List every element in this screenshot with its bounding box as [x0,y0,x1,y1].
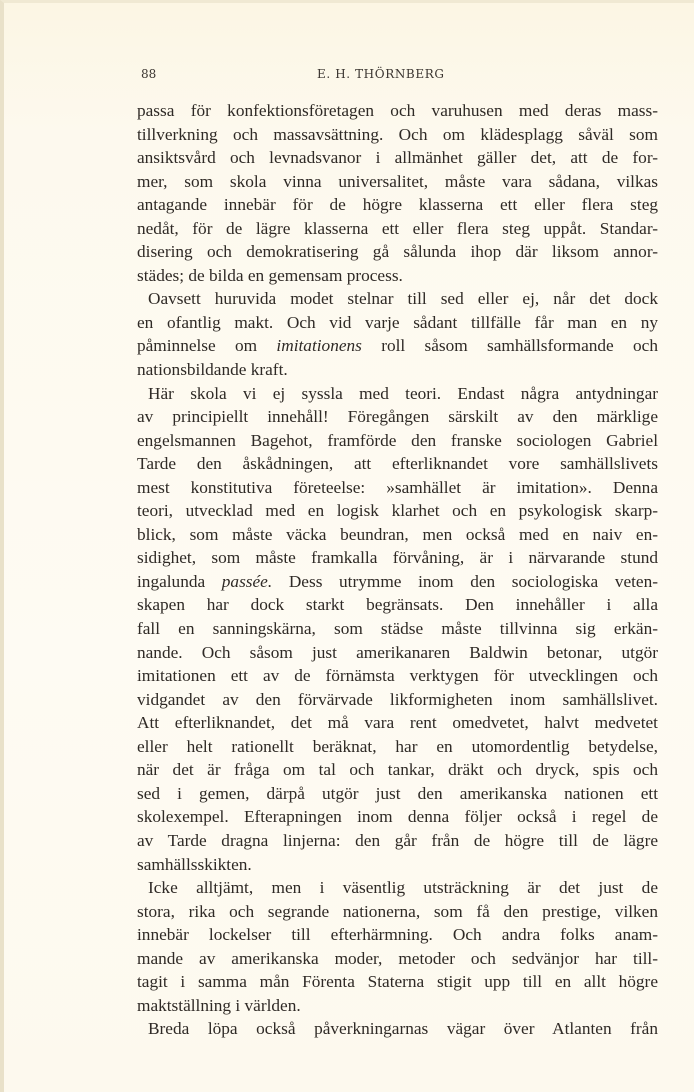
text-line: antagande innebär för de högre klasserna ett eller flera steg [137,195,658,215]
running-title: E. H. THÖRNBERG [317,67,445,81]
text-line: imitationen ett av de förnämsta verktygen för utvecklingen och [137,666,658,686]
text-line: tillverkning och massavsättning. Och om klädesplagg såväl som [137,124,658,144]
paragraph [137,876,658,1017]
text-line: sed i gemen, därpå utgör just den amerikanska nationen ett [137,783,658,803]
text-line: Icke alltjämt, men i väsentlig utsträckning är det just de [148,878,658,898]
text-line: Oavsett huruvida modet stelnar till sed eller ej, når det dock [148,289,658,309]
text-line: blick, som måste väcka beundran, men också med en naiv en- [137,524,658,544]
text-line: när det är fråga om tal och tankar, dräkt och dryck, spis och [137,760,658,780]
text-line: samhällsskikten. [137,854,252,874]
text-line: nedåt, för de lägre klasserna ett eller flera steg uppåt. Standar- [137,218,658,238]
text-line: påminnelse om imitationens roll såsom samhällsformande och [137,336,658,356]
text-line: engelsmannen Bagehot, framförde den franske sociologen Gabriel [137,430,658,450]
paragraph [137,99,658,287]
text-line: fall en sanningskärna, som städse måste tillvinna sig erkän- [137,619,658,639]
page-number: 88 [141,67,157,81]
text-line: eller helt rationellt beräknat, har en utomordentlig betydelse, [137,736,658,756]
text-line: mande av amerikanska moder, metoder och sedvänjor har till- [137,948,658,968]
text-line: stora, rika och segrande nationerna, som få den prestige, vilken [137,901,658,921]
paragraph [137,1017,658,1041]
italic-term: passée. [221,571,273,591]
text-line: mest konstitutiva företeelse: »samhället är imitation». Denna [137,477,658,497]
text-line: mer, som skola vinna universalitet, måste vara sådana, vilkas [137,171,658,191]
text-line: Att efterliknandet, det må vara rent omedvetet, halvt medvetet [137,713,658,733]
text-line: maktställning i världen. [137,995,301,1015]
text-line: passa för konfektionsföretagen och varuhusen med deras mass- [137,101,658,120]
body-text [137,99,658,1041]
paragraph [137,287,658,381]
text-line: vidgandet av den förvärvade likformigheten inom samhällslivet. [137,689,658,709]
running-head [137,67,657,83]
text-line: Breda löpa också påverkningarnas vägar över Atlanten från [148,1019,658,1039]
italic-term: imitationens [276,336,362,356]
text-line: av principiellt innehåll! Föregången särskilt av den märklige [137,407,658,427]
text-line: av Tarde dragna linjerna: den går från de högre till de lägre [137,830,658,850]
text-line: disering och demokratisering gå sålunda ihop där liksom annor- [137,242,658,262]
text-line: Här skola vi ej syssla med teori. Endast några antydningar [148,383,658,403]
text-line: nande. Och såsom just amerikanaren Baldwin betonar, utgör [137,642,658,662]
text-line: skapen har dock starkt begränsats. Den innehåller i alla [137,595,658,615]
paragraph [137,382,658,876]
text-line: städes; de bilda en gemensam process. [137,265,403,285]
text-line: teori, utvecklad med en logisk klarhet och en psykologisk skarp- [137,501,658,521]
text-line: skolexempel. Efterapningen inom denna följer också i regel de [137,807,658,827]
text-line: en ofantlig makt. Och vid varje sådant tillfälle får man en ny [137,312,658,332]
text-line: tagit i samma mån Förenta Staterna stigit upp till en allt högre [137,972,658,992]
text-line: nationsbildande kraft. [137,360,288,380]
text-line: sidighet, som måste framkalla förvåning, är i närvarande stund [137,548,658,568]
text-line: Tarde den åskådningen, att efterliknandet vore samhällslivets [137,454,658,474]
text-line: innebär lockelser till efterhärmning. Och andra folks anam- [137,925,658,945]
text-line: ingalunda passée. Dess utrymme inom den sociologiska veten- [137,571,659,591]
text-line: ansiktsvård och levnadsvanor i allmänhet gäller det, att de for- [137,148,658,168]
